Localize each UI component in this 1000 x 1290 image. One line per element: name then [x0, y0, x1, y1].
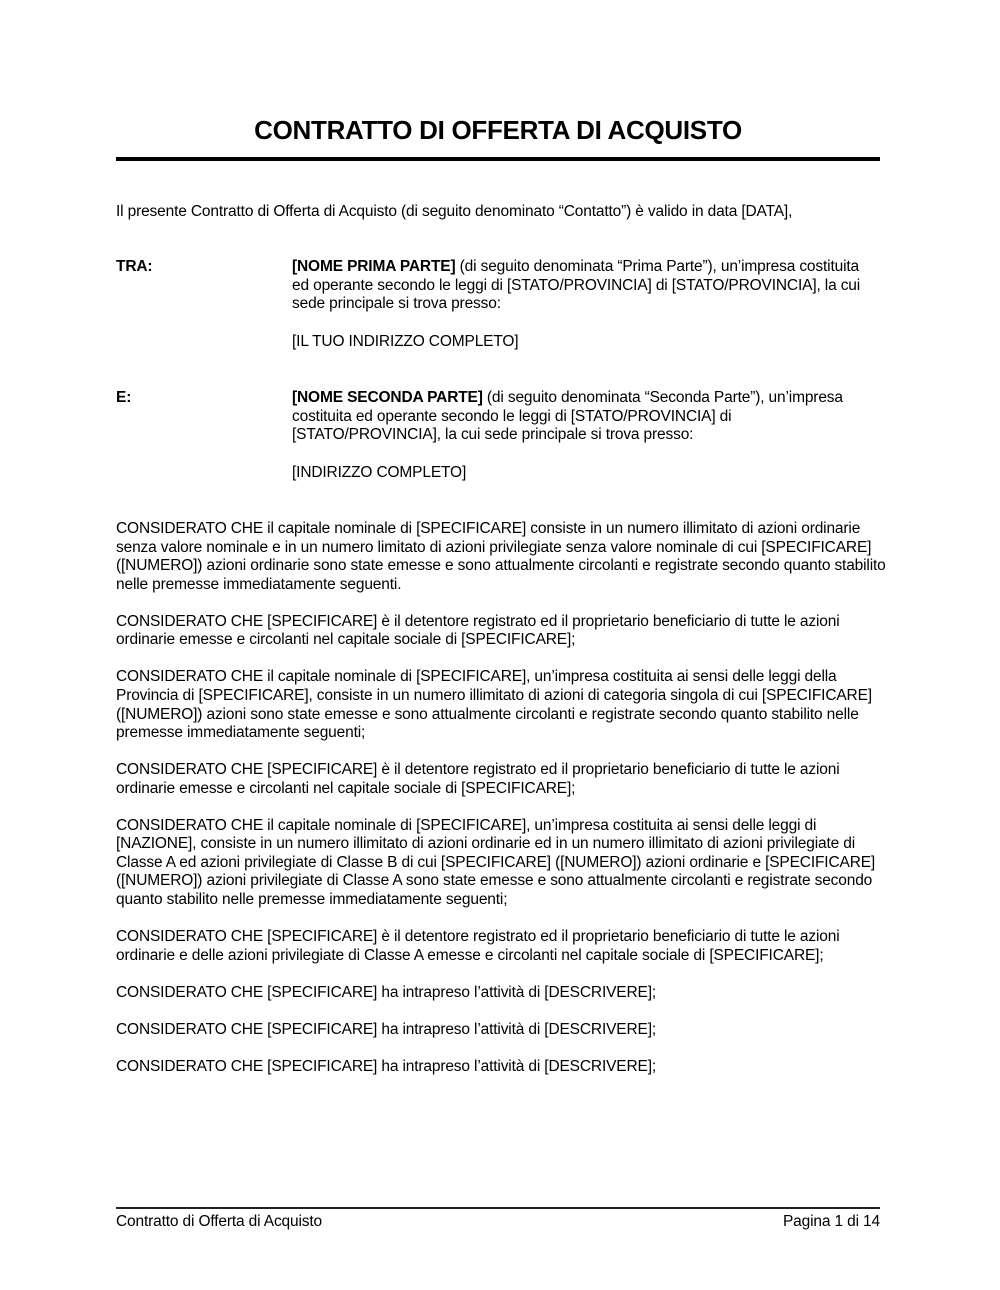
recital-paragraph: CONSIDERATO CHE [SPECIFICARE] ha intrapreso l’attività di [DESCRIVERE]; [116, 1020, 657, 1038]
footer-document-title: Contratto di Offerta di Acquisto [116, 1213, 323, 1230]
party-name: [NOME PRIMA PARTE] [292, 258, 456, 275]
intro-paragraph: Il presente Contratto di Offerta di Acquisto (di seguito denominato “Contatto”) è valido in data [DATA], [116, 203, 793, 220]
party-description-text: (di seguito denominata “Prima Parte”), un’impresa costituita ed operante secondo le leggi di [STATO/PROVINCIA] di [STATO/PROVINCIA], la cui sede principale si trova presso: [292, 258, 861, 313]
recital-paragraph: CONSIDERATO CHE il capitale nominale di [SPECIFICARE], un’impresa costituita ai sensi delle leggi di [NAZIONE], consiste in un numero illimitato di azioni ordinarie ed in un numero illimitato di azioni privilegiate di Classe A ed azioni privilegiate di Classe B di cui [SPECIFICARE] ([NUMERO]) azioni ordinarie e [SPECIFICARE] ([NUMERO]) azioni privilegiate di Classe A sono state emesse e sono attualmente circolanti e registrate secondo quanto stabilito nelle premesse immediatamente seguenti; [116, 816, 876, 909]
party-label: TRA: [116, 258, 153, 275]
party-content [292, 389, 872, 482]
party-content [292, 258, 872, 351]
party-description-text: (di seguito denominata “Seconda Parte”), un’impresa costituita ed operante secondo le leggi di [STATO/PROVINCIA] di [STATO/PROVINCIA], la cui sede principale si trova presso: [292, 389, 843, 444]
recital-paragraph: CONSIDERATO CHE [SPECIFICARE] è il detentore registrato ed il proprietario beneficiario di tutte le azioni ordinarie e delle azioni privilegiate di Classe A emesse e circolanti nel capitale sociale di [SPECIFICARE]; [116, 928, 840, 964]
party-address: [IL TUO INDIRIZZO COMPLETO] [292, 332, 519, 350]
recital-paragraph: CONSIDERATO CHE il capitale nominale di [SPECIFICARE], un’impresa costituita ai sensi delle leggi della Provincia di [SPECIFICARE], consiste in un numero illimitato di azioni di categoria singola di cui [SPECIFICARE] ([NUMERO]) azioni sono state emesse e sono attualmente circolanti e registrate secondo quanto stabilito nelle premesse immediatamente seguenti; [116, 668, 872, 742]
recitals-section [116, 520, 886, 1095]
recital-paragraph: CONSIDERATO CHE [SPECIFICARE] ha intrapreso l’attività di [DESCRIVERE]; [116, 983, 657, 1001]
party-description [292, 389, 872, 445]
recital-paragraph: CONSIDERATO CHE [SPECIFICARE] ha intrapreso l’attività di [DESCRIVERE]; [116, 1057, 657, 1075]
recital-paragraph: CONSIDERATO CHE [SPECIFICARE] è il detentore registrato ed il proprietario beneficiario di tutte le azioni ordinarie emesse e circolanti nel capitale sociale di [SPECIFICARE]; [116, 761, 840, 797]
page-footer [116, 1213, 880, 1231]
recital-paragraph: CONSIDERATO CHE [SPECIFICARE] è il detentore registrato ed il proprietario beneficiario di tutte le azioni ordinarie emesse e circolanti nel capitale sociale di [SPECIFICARE]; [116, 612, 840, 649]
recital-paragraph: CONSIDERATO CHE il capitale nominale di [SPECIFICARE] consiste in un numero illimitato di azioni ordinarie senza valore nominale e in un numero limitato di azioni privilegiate senza valore nominale di cui [SPECIFICARE] ([NUMERO]) azioni ordinarie sono state emesse e sono attualmente circolanti e registrate secondo quanto stabilito nelle premesse immediatamente seguenti. [116, 520, 886, 593]
party-label: E: [116, 389, 132, 406]
document-page [116, 0, 886, 1290]
page-number: Pagina 1 di 14 [782, 1213, 880, 1230]
party-description [292, 258, 872, 314]
party-name: [NOME SECONDA PARTE] [292, 389, 483, 406]
document-title: CONTRATTO DI OFFERTA DI ACQUISTO [254, 115, 742, 145]
footer-divider [116, 1207, 880, 1209]
title-divider [116, 157, 880, 161]
party-address: [INDIRIZZO COMPLETO] [292, 463, 467, 481]
